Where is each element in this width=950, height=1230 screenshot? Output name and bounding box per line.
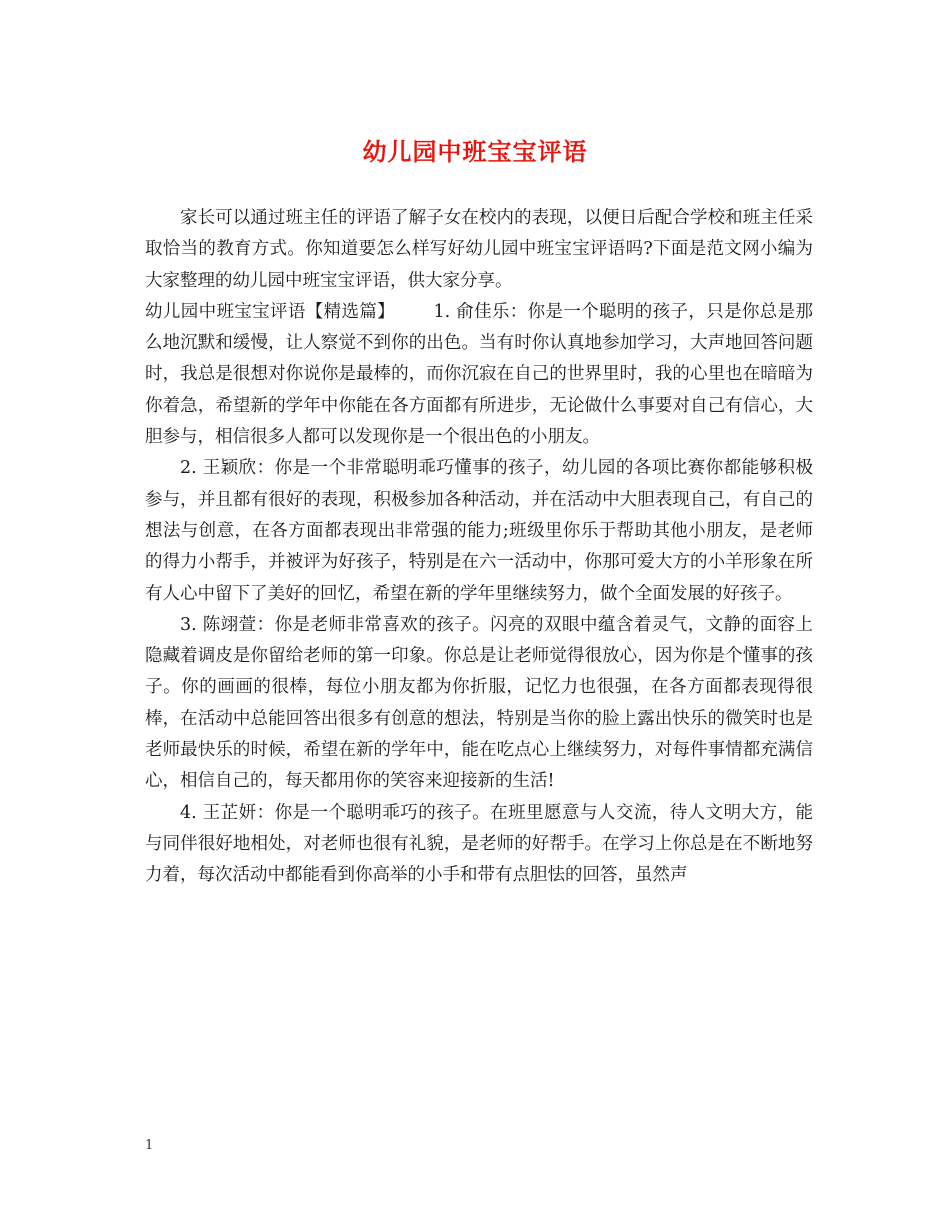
intro-paragraph: 家长可以通过班主任的评语了解子女在校内的表现，以便日后配合学校和班主任采取恰当的教育方式。你知道要怎么样写好幼儿园中班宝宝评语吗?下面是范文网小编为大家整理的幼儿园中班宝宝评语，供大家分享。 — [145, 208, 813, 291]
comment-item-2: 2. 王颖欣：你是一个非常聪明乖巧懂事的孩子，幼儿园的各项比赛你都能够积极参与，并且都有很好的表现，积极参加各种活动，并在活动中大胆表现自己，有自己的想法与创意，在各方面都表现出非常强的能力;班级里你乐于帮助其他小朋友，是老师的得力小帮手，并被评为好孩子，特别是在六一活动中，你那可爱大方的小羊形象在所有人心中留下了美好的回忆，希望在新的学年里继续努力，做个全面发展的好孩子。 — [145, 458, 813, 604]
comment-item-1: 1. 俞佳乐：你是一个聪明的孩子，只是你总是那么地沉默和缓慢，让人察觉不到你的出色。当有时你认真地参加学习，大声地回答问题时，我总是很想对你说你是最棒的，而你沉寂在自己的世界里时，我的心里也在暗暗为你着急，希望新的学年中你能在各方面都有所进步，无论做什么事要对自己有信心，大胆参与，相信很多人都可以发现你是一个很出色的小朋友。 — [145, 301, 814, 448]
section-heading: 幼儿园中班宝宝评语【精选篇】 — [145, 301, 396, 322]
comment-item-4: 4. 王芷妍：你是一个聪明乖巧的孩子。在班里愿意与人交流，待人文明大方，能与同伴很好地相处，对老师也很有礼貌，是老师的好帮手。在学习上你总是在不断地努力着，每次活动中都能看到你高举的小手和带有点胆怯的回答，虽然声 — [145, 802, 813, 886]
comment-item-3: 3. 陈翊萱：你是老师非常喜欢的孩子。闪亮的双眼中蕴含着灵气，文静的面容上隐藏着调皮是你留给老师的第一印象。你总是让老师觉得很放心，因为你是个懂事的孩子。你的画画的很棒，每位小朋友都为你折服，记忆力也很强，在各方面都表现得很棒，在活动中总能回答出很多有创意的想法，特别是当你的脸上露出快乐的微笑时也是老师最快乐的时候，希望在新的学年中，能在吃点心上继续努力，对每件事情都充满信心，相信自己的，每天都用你的笑容来迎接新的生活! — [145, 614, 813, 792]
page-title: 幼儿园中班宝宝评语 — [362, 137, 588, 166]
page-number: 1 — [145, 1138, 154, 1153]
document-body — [145, 203, 813, 892]
first-entry-paragraph — [145, 297, 813, 453]
